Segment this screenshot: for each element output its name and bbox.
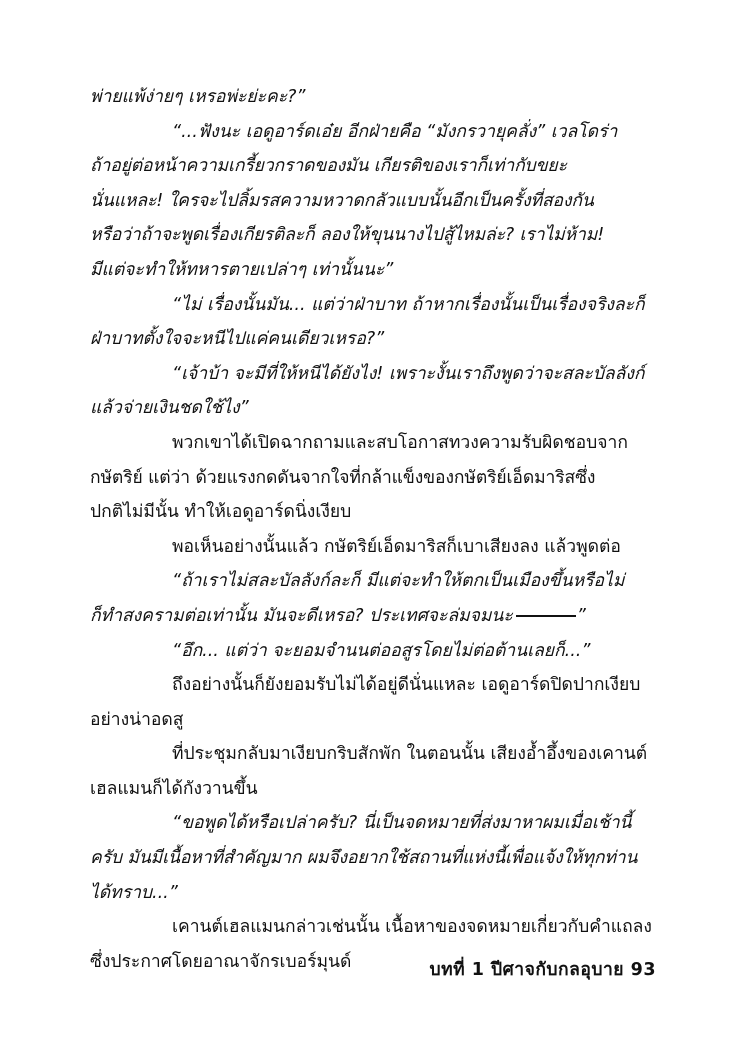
dialogue-line: [90, 599, 656, 634]
dialogue-text: ก็ทำสงครามต่อเท่านั้น มันจะดีเหรอ? ประเทศจะล่มจมนะ: [90, 605, 513, 626]
dialogue-line: “ถ้าเราไม่สละบัลลังก์ละก็ มีแต่จะทำให้ตกเป็นเมืองขึ้นหรือไม่: [172, 571, 625, 592]
dialogue-line: “...ฟังนะ เอดูอาร์ดเอ๋ย อีกฝ่ายคือ “มังกรวายุคลั่ง” เวลโดร่า: [172, 121, 618, 142]
body-text: [90, 80, 656, 979]
dialogue-line: “เจ้าบ้า จะมีที่ให้หนีได้ยังไง! เพราะงั้นเราถึงพูดว่าจะสละบัลลังก์: [172, 363, 645, 384]
dialogue-line: “ขอพูดได้หรือเปล่าครับ? นี่เป็นจดหมายที่ส่งมาหาผมเมื่อเช้านี้: [172, 813, 632, 834]
narration-line: เฮลแมนก็ได้กังวานขึ้น: [90, 778, 258, 799]
dialogue-line: นั่นแหละ! ใครจะไปลิ้มรสความหวาดกลัวแบบนั้นอีกเป็นครั้งที่สองกัน: [90, 190, 594, 211]
dialogue-line: มีแต่จะทำให้ทหารตายเปล่าๆ เท่านั้นนะ”: [90, 259, 394, 280]
narration-line: ที่ประชุมกลับมาเงียบกริบสักพัก ในตอนนั้น เสียงอ้ำอึ้งของเคานต์: [172, 744, 648, 765]
narration-line: เคานต์เฮลแมนกล่าวเช่นนั้น เนื้อหาของจดหมายเกี่ยวกับคำแถลง: [172, 917, 652, 938]
em-dash-rule: [516, 615, 576, 617]
closing-quote: ”: [576, 605, 586, 626]
dialogue-line: หรือว่าถ้าจะพูดเรื่องเกียรติละก็ ลองให้ขุนนางไปสู้ไหมล่ะ? เราไม่ห้าม!: [90, 225, 605, 246]
narration-line: อย่างน่าอดสู: [90, 709, 184, 730]
dialogue-line: แล้วจ่ายเงินชดใช้ไง”: [90, 398, 249, 419]
narration-line: กษัตริย์ แต่ว่า ด้วยแรงกดดันจากใจที่กล้าแข็งของกษัตริย์เอ็ดมาริสซึ่ง: [90, 467, 596, 488]
page-footer: บทที่ 1 ปีศาจกับกลอุบาย 93: [429, 960, 656, 980]
dialogue-line: “ไม่ เรื่องนั้นมัน... แต่ว่าฝ่าบาท ถ้าหากเรื่องนั้นเป็นเรื่องจริงละก็: [172, 294, 645, 315]
narration-line: พอเห็นอย่างนั้นแล้ว กษัตริย์เอ็ดมาริสก็เบาเสียงลง แล้วพูดต่อ: [172, 536, 621, 557]
dialogue-line: พ่ายแพ้ง่ายๆ เหรอพ่ะย่ะคะ?”: [90, 87, 306, 107]
narration-line: พวกเขาได้เปิดฉากถามและสบโอกาสทวงความรับผิดชอบจาก: [172, 432, 628, 453]
dialogue-line: ฝ่าบาทตั้งใจจะหนีไปแค่คนเดียวเหรอ?”: [90, 329, 385, 350]
narration-line: ซึ่งประกาศโดยอาณาจักรเบอร์มุนด์: [90, 951, 352, 972]
dialogue-line: “อึก... แต่ว่า จะยอมจำนนต่ออสูรโดยไม่ต่อต้านเลยก็...”: [172, 640, 591, 661]
dialogue-line: ครับ มันมีเนื้อหาที่สำคัญมาก ผมจึงอยากใช้สถานที่แห่งนี้เพื่อแจ้งให้ทุกท่าน: [90, 848, 638, 869]
dialogue-line: ถ้าอยู่ต่อหน้าความเกรี้ยวกราดของมัน เกียรติของเราก็เท่ากับขยะ: [90, 156, 567, 177]
narration-line: ปกติไม่มีนั้น ทำให้เอดูอาร์ดนิ่งเงียบ: [90, 502, 352, 523]
dialogue-line: ได้ทราบ...”: [90, 882, 178, 903]
narration-line: ถึงอย่างนั้นก็ยังยอมรับไม่ได้อยู่ดีนั่นแหละ เอดูอาร์ดปิดปากเงียบ: [172, 675, 641, 696]
